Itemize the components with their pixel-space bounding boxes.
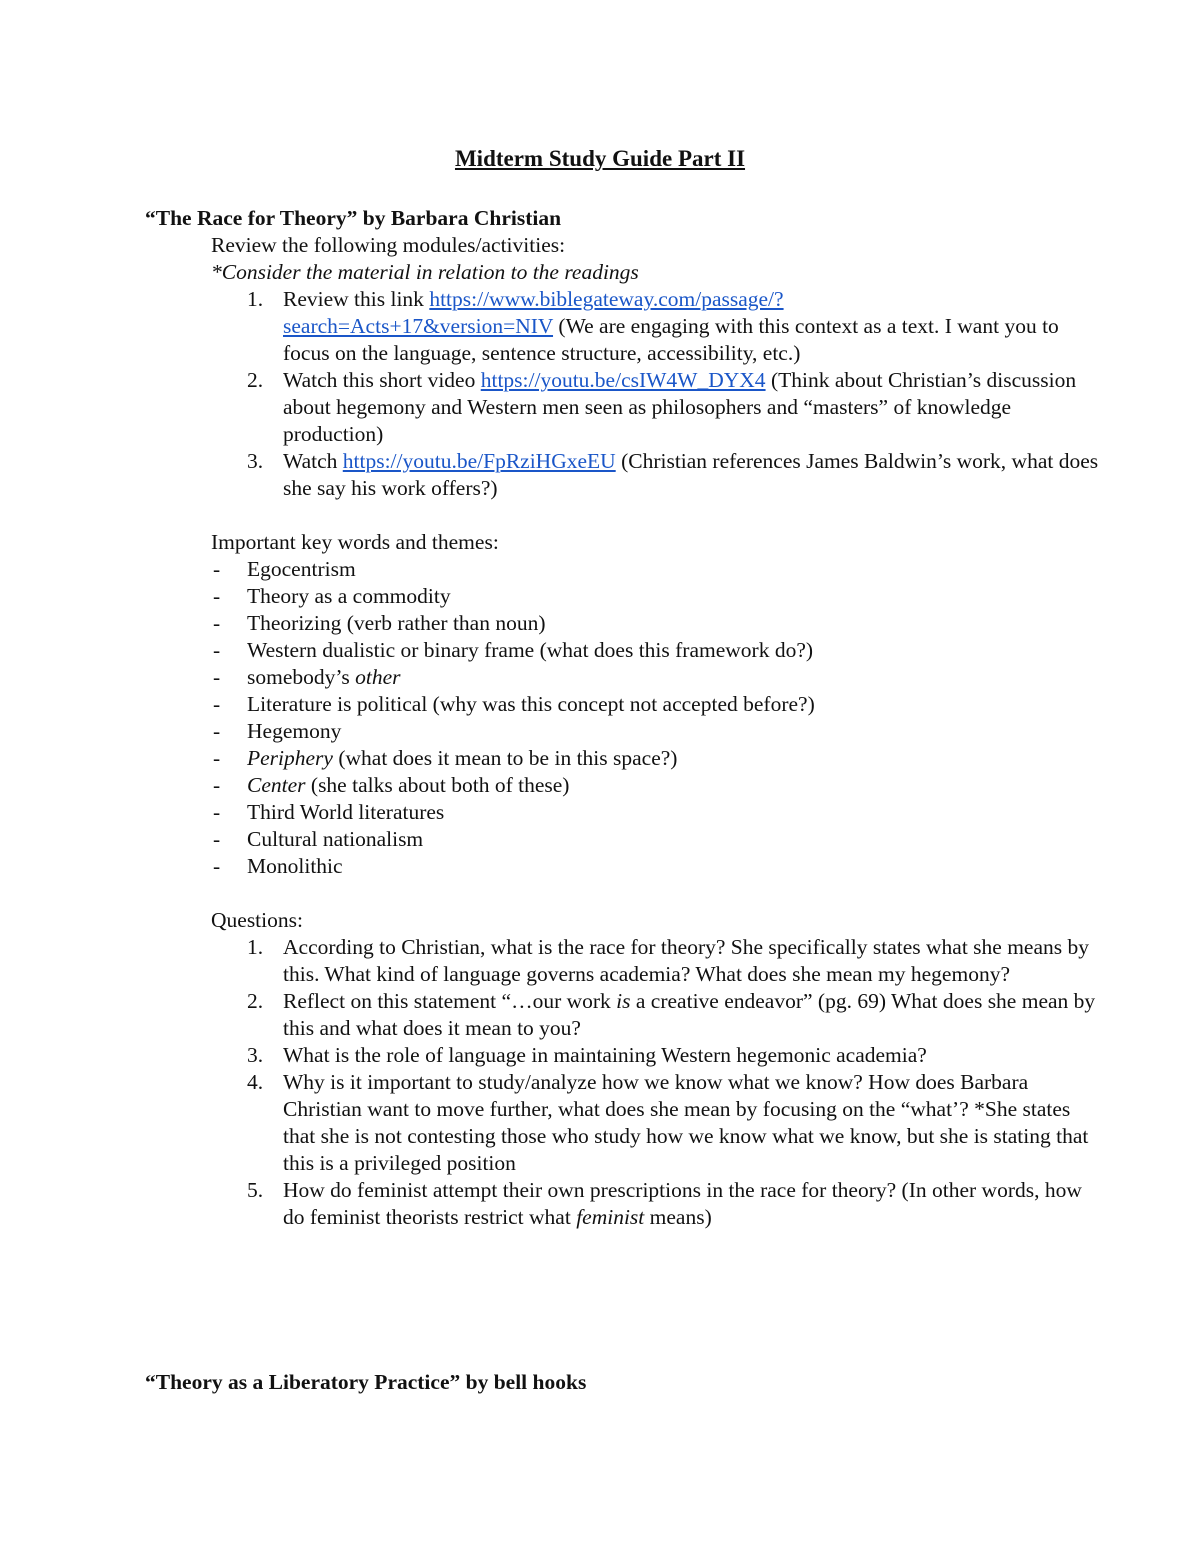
list-item: - Theory as a commodity	[213, 584, 451, 608]
activity-note: (Christian references James Baldwin’s work, what does she say his work offers?)	[283, 449, 1099, 500]
activity-item	[247, 286, 1105, 367]
page-title: Midterm Study Guide Part II	[454, 146, 746, 171]
activity-note: (We are engaging with this context as a text. I want you to focus on the language, sentence structure, accessibility, etc.)	[283, 314, 1059, 365]
section-heading: “Theory as a Liberatory Practice” by bell hooks	[145, 1370, 587, 1394]
list-number: 3.	[247, 449, 264, 473]
keywords-label: Important key words and themes:	[211, 530, 499, 554]
list-number: 1.	[247, 287, 264, 311]
review-label: Review the following modules/activities:	[211, 233, 566, 257]
consider-note: *Consider the material in relation to the readings	[211, 260, 639, 284]
questions-list	[247, 934, 1105, 1231]
section-race-for-theory	[145, 205, 1105, 1231]
section-liberatory-practice	[145, 1369, 1105, 1396]
question-item: 5. How do feminist attempt their own prescriptions in the race for theory? (In other words, how do feminist theorists restrict what feminist means)	[247, 1178, 1082, 1229]
list-item: - Hegemony	[213, 719, 342, 743]
youtube-link-2[interactable]: https://youtu.be/FpRziHGxeEU	[342, 449, 616, 473]
list-item: - Monolithic	[213, 854, 343, 878]
list-item: - Periphery (what does it mean to be in this space?)	[213, 746, 678, 770]
activity-text: Review this link	[283, 287, 430, 311]
activity-note: (Think about Christian’s discussion about hegemony and Western men seen as philosophers and “masters” of knowledge production)	[283, 368, 1077, 446]
youtube-link-1[interactable]: https://youtu.be/csIW4W_DYX4	[480, 368, 766, 392]
list-item: - Theorizing (verb rather than noun)	[213, 611, 546, 635]
list-item: - somebody’s other	[213, 665, 401, 689]
question-item: 2. Reflect on this statement “…our work is a creative endeavor” (pg. 69) What does she mean by this and what does it mean to you?	[247, 989, 1096, 1040]
section-heading: “The Race for Theory” by Barbara Christian	[145, 206, 562, 230]
list-item: - Western dualistic or binary frame (what does this framework do?)	[213, 638, 814, 662]
activity-item	[247, 448, 1105, 502]
question-item: 3. What is the role of language in maintaining Western hegemonic academia?	[247, 1043, 927, 1067]
list-item: - Center (she talks about both of these)	[213, 773, 570, 797]
activity-item	[247, 367, 1105, 448]
questions-label: Questions:	[211, 908, 303, 932]
section-body	[211, 232, 1105, 1231]
question-item: 1. According to Christian, what is the race for theory? She specifically states what she means by this. What kind of language governs academia? What does she mean my hegemony?	[247, 935, 1090, 986]
link-text-line2: search=Acts+17&version=NIV	[283, 314, 554, 338]
activity-text: Watch	[283, 449, 343, 473]
question-item: 4. Why is it important to study/analyze how we know what we know? How does Barbara Christian want to move further, what does she mean by focusing on the “what’? *She states that she is not contesting those who study how we know what we know, but she is stating that this is a privileged position	[247, 1070, 1089, 1175]
activity-text: Watch this short video	[283, 368, 481, 392]
list-item: - Third World literatures	[213, 800, 445, 824]
list-item: - Literature is political (why was this concept not accepted before?)	[213, 692, 815, 716]
list-number: 2.	[247, 368, 264, 392]
list-item: - Cultural nationalism	[213, 827, 424, 851]
list-item: - Egocentrism	[213, 557, 356, 581]
activity-list	[247, 286, 1105, 502]
link-text-line1: https://www.biblegateway.com/passage/?	[429, 287, 784, 311]
keywords-list	[211, 556, 1105, 880]
